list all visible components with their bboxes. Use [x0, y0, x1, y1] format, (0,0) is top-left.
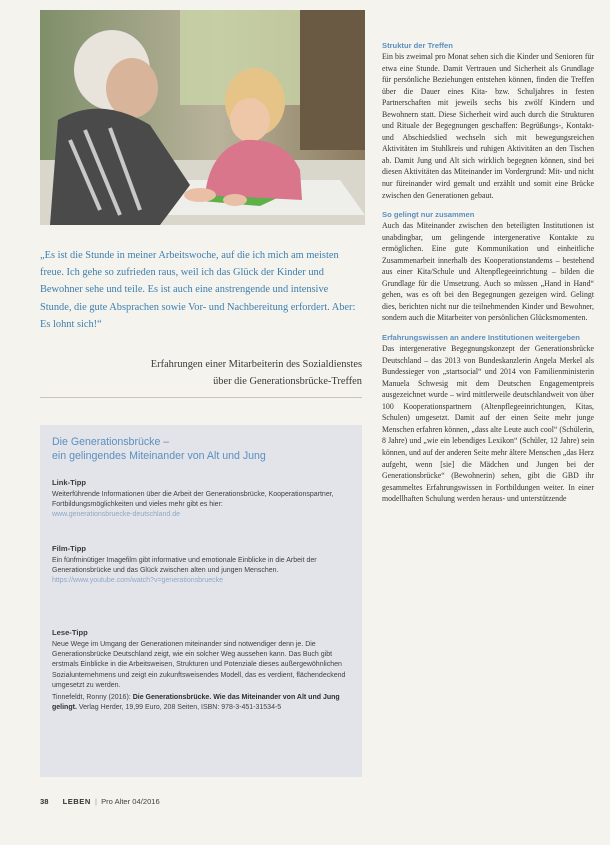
section-heading: Struktur der Treffen: [382, 41, 453, 50]
issue-label: Pro Alter 04/2016: [101, 797, 160, 806]
attribution-line: Erfahrungen einer Mitarbeiterin des Sozialdienstes: [150, 359, 362, 370]
attribution-line: über die Generationsbrücke-Treffen: [213, 376, 362, 387]
photo-illustration: [40, 10, 365, 225]
tip-body: [52, 490, 357, 520]
quote-attribution: [80, 356, 362, 390]
pull-quote: „Es ist die Stunde in meiner Arbeitswoche, auf die ich mich am meisten freue. Ich gehe so zufrieden raus, weil ich das Glück der Kinder und Bewohner sehe und teile. Es ist auch eine anstrengende und intensive Stunde, die gute Absprachen sowie Vor- und Nachbereitung erfordert. Aber: Es lohnt sich!“: [40, 250, 356, 330]
info-box-heading: [52, 435, 352, 463]
section-body: Auch das Miteinander zwischen den beteiligten Institutionen ist unabdingbar, um gelingende intergenerative Kontakte zu ermöglichen. Eine gute Kommunikation und einheitliche Zusammenarbeit innerhalb des Kooperationstandems – bestehend aus einer Kita/Schule und Altenpflegeeinrichtung – bilden die Grundlage für die Umsetzung. Auch so müssen „Hand in Hand“ gehen, was es oft bei den Begegnungen gezeigen wird. Gelingt dies, berichten nicht nur die teilnehmenden Kinder und Bewohner, sondern auch die Mitarbeiter von persönlichen Glücksmomenten.: [382, 221, 594, 323]
footer-separator: |: [94, 797, 97, 806]
link-tip: [52, 477, 357, 520]
citation-title: Die Generationsbrücke. Wie das Miteinander von Alt und Jung gelingt.: [52, 694, 340, 712]
tip-body: [52, 556, 357, 586]
spacer: [382, 324, 594, 332]
info-box-heading-line: ein gelingendes Miteinander von Alt und Jung: [52, 450, 266, 462]
divider: [40, 397, 362, 398]
tip-text: Weiterführende Informationen über die Arbeit der Generationsbrücke, Kooperationspartner, Fortbildungsmöglichkeiten und vieles mehr gibt es hier:: [52, 491, 334, 509]
reading-tip: [52, 627, 357, 713]
book-citation: [52, 693, 357, 713]
tip-title: Lese-Tipp: [52, 628, 88, 637]
tip-text: Neue Wege im Umgang der Generationen miteinander sind notwendiger denn je. Die Generationsbrücke Deutschland zeigt, wie ein solcher Weg aussehen kann. Das Buch gibt erstmals Einblicke in die Arbeitsweisen, Strukturen und Potenziale dieses außergewöhnlichen Sozialunternehmens und zeigt ein zukunftsweisendes Modell, das es verdient, flächendeckend umgesetzt zu werden.: [52, 641, 346, 689]
tip-title: Link-Tipp: [52, 478, 87, 487]
section-body: Ein bis zweimal pro Monat sehen sich die Kinder und Senioren für etwa eine Stunde. Damit Vertrauen und Sicherheit als Grundlage für persönliche Beziehungen entstehen können, finden die Treffen über die Dauer eines Kita- bzw. Schuljahres in festen Partnerschaften mit jeweils sechs bis zwölf Kindern und Bewohnern statt. Diese Sicherheit wird auch durch die Strukturen und Rituale der Begegnungen geschaffen: Begrüßungs-, Kontakt- und Abschiedslied wechseln sich mit bewegungsreichen Aktivitäten im Stuhlkreis und ruhigen Aktivitäten an den Tischen ab. Damit Jung und Alt sich wirklich begegnen können, sind bei diesen Aktivitäten das Miteinander im Vordergrund: Mit- und nicht nur füreinander wird gemalt und erzählt und somit eine Brücke zwischen den Generationen gebaut.: [382, 52, 594, 200]
section-body: Das intergenerative Begegnungskonzept der Generationsbrücke Deutschland – das 2013 von Bundeskanzlerin Angela Merkel als Bundessieger von „startsocial“ und 2014 von Familienministerin Manuela Schwesig mit dem Deutschen Engagementpreis ausgezeichnet wurde – wird mittlerweile deutschlandweit von über 100 Kooperationspartnern (Altenpflegeeinrichtungen, Kitas, Schulen) umgesetzt. Damit auf der einen Seite mehr junge Menschen erfahren können, „dass alte Leute auch cool“ (Schülerin, 8 Jahre) und „wie ein lebendiges Lexikon“ (Schüler, 12 Jahre) sein können, und auf der anderen Seite mehr ältere Menschen „das Herz aufgeht, wenn [sie] die Mädchen und Jungen bei der Generationsbrücke“ (Bewohnerin) sehen, gibt die GBD ihr gesammeltes Erfahrungswissen in Fortbildungen weiter. In einer modellhaften Schulung werden heraus- und unterstützende: [382, 344, 594, 504]
info-box: [40, 425, 362, 777]
page-number: 38: [40, 797, 49, 806]
section-heading: Erfahrungswissen an andere Institutionen weitergeben: [382, 333, 580, 343]
magazine-section: LEBEN: [62, 797, 91, 806]
article-column: [382, 40, 594, 505]
spacer: [382, 201, 594, 209]
citation-author: Tinnefeldt, Ronny (2016):: [52, 694, 133, 702]
video-link[interactable]: https://www.youtube.com/watch?v=generationsbruecke: [52, 577, 224, 585]
photo-elder-and-child: [40, 10, 365, 225]
tip-text: Ein fünfminütiger Imagefilm gibt informative und emotionale Einblicke in die Arbeit der Generationsbrücke und das Glück zwischen alten und jungen Menschen.: [52, 557, 317, 575]
tip-title: Film-Tipp: [52, 544, 87, 553]
tip-body: [52, 640, 357, 691]
section-heading: So gelingt nur zusammen: [382, 210, 475, 220]
website-link[interactable]: www.generationsbruecke-deutschland.de: [52, 511, 181, 519]
page-footer: [40, 797, 160, 806]
film-tip: [52, 543, 357, 586]
info-box-heading-line: Die Generationsbrücke –: [52, 436, 170, 448]
citation-details: Verlag Herder, 19,99 Euro, 208 Seiten, ISBN: 978-3-451-31534-5: [76, 704, 282, 712]
